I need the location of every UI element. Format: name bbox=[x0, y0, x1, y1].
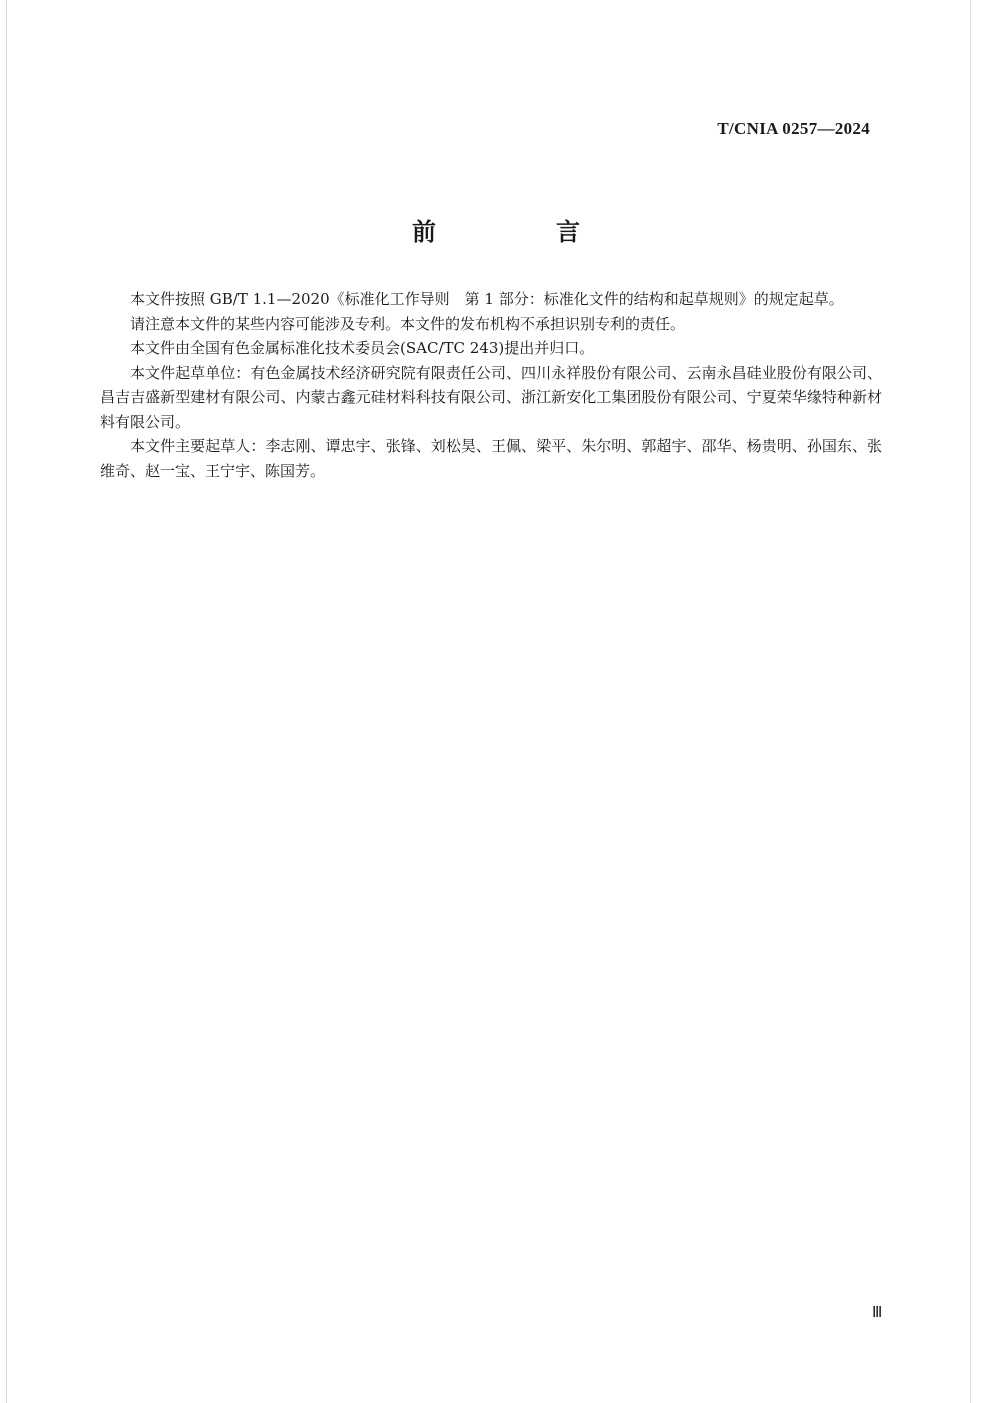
paragraph-patent-notice: 请注意本文件的某些内容可能涉及专利。本文件的发布机构不承担识别专利的责任。 bbox=[130, 314, 686, 333]
paragraph-drafting-rules: 本文件按照 GB/T 1.1—2020《标准化工作导则 第 1 部分：标准化文件的结构和起草规则》的规定起草。 bbox=[130, 290, 844, 308]
paragraph-drafting-units: 本文件起草单位：有色金属技术经济研究院有限责任公司、四川永祥股份有限公司、云南永昌硅业股份有限公司、昌吉吉盛新型建材有限公司、内蒙古鑫元硅材料科技有限公司、浙江新安化工集团股份有限公司、宁夏荣华缘特种新材料有限公司。 bbox=[100, 363, 882, 431]
page-title: 前 言 bbox=[412, 218, 628, 246]
page-number: Ⅲ bbox=[872, 1305, 883, 1321]
scan-edge-left bbox=[6, 0, 7, 1403]
scan-edge-right bbox=[970, 0, 971, 1403]
document-code: T/CNIA 0257—2024 bbox=[717, 119, 870, 138]
foreword-body bbox=[100, 287, 882, 483]
paragraph-proposer: 本文件由全国有色金属标准化技术委员会(SAC/TC 243)提出并归口。 bbox=[130, 339, 595, 357]
paragraph-drafters: 本文件主要起草人：李志刚、谭忠宇、张锋、刘松昊、王佩、梁平、朱尔明、郭超宇、邵华、杨贵明、孙国东、张维奇、赵一宝、王宁宇、陈国芳。 bbox=[100, 437, 882, 480]
